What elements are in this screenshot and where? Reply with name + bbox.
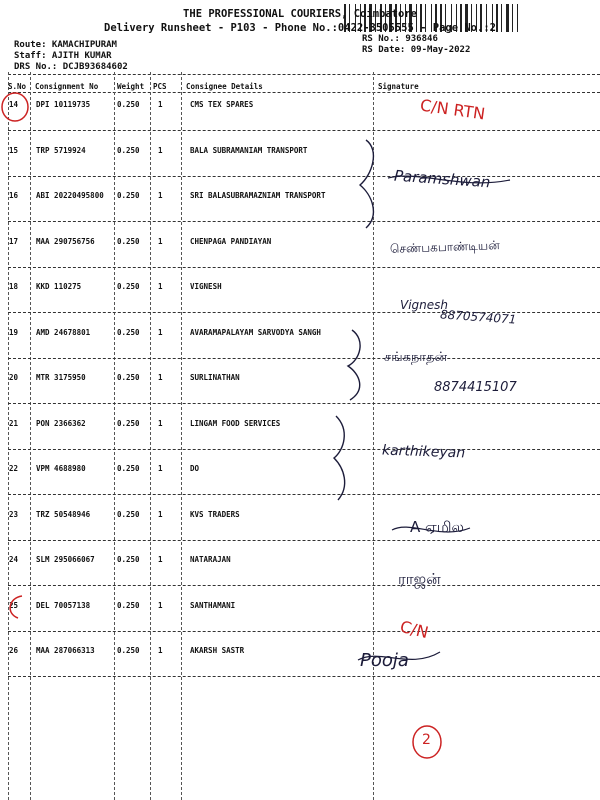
row-pcs: 1 — [158, 100, 163, 109]
company-title: THE PROFESSIONAL COURIERS, Coimbatore — [183, 8, 417, 20]
handwritten-signature: Vignesh — [400, 298, 449, 312]
row-pcs: 1 — [158, 282, 163, 291]
row-pcs: 1 — [158, 418, 163, 428]
row-consignment-no: MTR 3175950 — [36, 373, 86, 382]
row-consignee: AVARAMAPALAYAM SARVODYA SANGH — [190, 327, 321, 337]
col-header-weight: Weight — [117, 82, 145, 91]
row-sno: 23 — [9, 509, 19, 519]
row-consignment-no: MAA 290756756 — [36, 236, 95, 246]
row-weight: 0.250 — [117, 600, 140, 610]
row-sno: 16 — [9, 191, 19, 200]
row-consignment-no: MAA 287066313 — [36, 646, 95, 655]
handwritten-signature: karthikeyan — [381, 442, 466, 462]
row-sno: 14 — [9, 100, 19, 109]
row-weight: 0.250 — [117, 418, 140, 428]
handwritten-signature: A ஏமில — [410, 518, 464, 536]
bracket-mark — [334, 416, 345, 500]
row-sno: 24 — [9, 555, 19, 564]
row-pcs: 1 — [158, 600, 163, 610]
row-sno: 22 — [9, 464, 19, 473]
row-weight: 0.250 — [117, 646, 140, 655]
row-consignee: CMS TEX SPARES — [190, 100, 254, 109]
row-weight: 0.250 — [117, 236, 140, 246]
row-consignment-no: TRP 5719924 — [36, 145, 86, 155]
row-consignee: SANTHAMANI — [190, 600, 236, 610]
row-weight: 0.250 — [117, 555, 140, 564]
handwritten-signature: ராஜன் — [398, 570, 441, 588]
col-header-signature: Signature — [378, 82, 419, 91]
col-header-consignee: Consignee Details — [186, 82, 263, 91]
row-sno: 20 — [9, 373, 19, 382]
row-sno: 26 — [9, 646, 19, 655]
row-pcs: 1 — [158, 191, 163, 200]
row-pcs: 1 — [158, 464, 163, 473]
row-consignee: CHENPAGA PANDIAYAN — [190, 236, 272, 246]
row-consignment-no: KKD 110275 — [36, 282, 82, 291]
row-consignee: SURLINATHAN — [190, 373, 240, 382]
row-sno: 15 — [9, 145, 19, 155]
row-weight: 0.250 — [117, 282, 140, 291]
handwritten-signature: செண்பகபாண்டியன் — [389, 238, 500, 256]
row-weight: 0.250 — [117, 327, 140, 337]
handwritten-circled-number: 2 — [422, 732, 431, 748]
row-pcs: 1 — [158, 236, 163, 246]
col-header-consignment: Consignment No — [35, 82, 99, 91]
row-consignee: BALA SUBRAMANIAM TRANSPORT — [190, 145, 308, 155]
handwritten-signature: Pooja — [360, 650, 409, 671]
handwritten-signature: Paramshwan — [393, 166, 492, 192]
rs-number: RS No.: 936846 — [362, 34, 438, 44]
row-consignee: SRI BALASUBRAMAZNIAM TRANSPORT — [190, 191, 326, 200]
row-consignment-no: AMD 24678801 — [36, 327, 91, 337]
row-consignee: NATARAJAN — [190, 555, 231, 564]
row-weight: 0.250 — [117, 509, 140, 519]
row-consignment-no: DEL 70057138 — [36, 600, 91, 610]
handwritten-cn: C/N — [398, 616, 431, 643]
row-consignee: KVS TRADERS — [190, 509, 240, 519]
row-weight: 0.250 — [117, 464, 140, 473]
runsheet-title: Delivery Runsheet - P103 - Phone No.:0422-3505555 - Page No.:2 — [104, 22, 496, 34]
staff-label: Staff: AJITH KUMAR — [14, 51, 112, 61]
handwritten-phone: 8870574071 — [439, 307, 517, 327]
drs-number: DRS No.: DCJB93684602 — [14, 62, 128, 72]
row-consignee: DO — [190, 464, 200, 473]
handwritten-cn-rtn: C/N RTN — [418, 95, 487, 124]
row-pcs: 1 — [158, 555, 163, 564]
row-consignee: LINGAM FOOD SERVICES — [190, 418, 281, 428]
rs-date: RS Date: 09-May-2022 — [362, 45, 471, 55]
row-pcs: 1 — [158, 145, 163, 155]
col-header-sno: S.No — [8, 82, 27, 91]
row-consignment-no: VPM 4688980 — [36, 464, 86, 473]
row-weight: 0.250 — [117, 373, 140, 382]
row-sno: 18 — [9, 282, 19, 291]
row-sno: 25 — [9, 600, 19, 610]
row-pcs: 1 — [158, 327, 163, 337]
row-sno: 21 — [9, 418, 19, 428]
row-sno: 19 — [9, 327, 19, 337]
row-consignee: AKARSH SASTR — [190, 646, 245, 655]
route-label: Route: KAMACHIPURAM — [14, 40, 117, 50]
row-sno: 17 — [9, 236, 19, 246]
row-consignment-no: PON 2366362 — [36, 418, 86, 428]
red-circle-mark — [2, 93, 28, 121]
red-bracket-mark — [10, 596, 22, 618]
row-pcs: 1 — [158, 373, 163, 382]
col-header-pcs: PCS — [153, 82, 167, 91]
row-consignment-no: SLM 295066067 — [36, 555, 95, 564]
row-consignee: VIGNESH — [190, 282, 222, 291]
row-consignment-no: ABI 20220495800 — [36, 191, 104, 200]
row-consignment-no: DPI 10119735 — [36, 100, 91, 109]
row-pcs: 1 — [158, 509, 163, 519]
row-weight: 0.250 — [117, 100, 140, 109]
row-pcs: 1 — [158, 646, 163, 655]
row-consignment-no: TRZ 50548946 — [36, 509, 91, 519]
row-weight: 0.250 — [117, 145, 140, 155]
bracket-mark — [360, 140, 373, 228]
handwritten-phone: 8874415107 — [434, 380, 517, 395]
handwritten-signature: சங்கநாதன் — [384, 350, 448, 365]
row-weight: 0.250 — [117, 191, 140, 200]
bracket-mark — [348, 330, 360, 400]
